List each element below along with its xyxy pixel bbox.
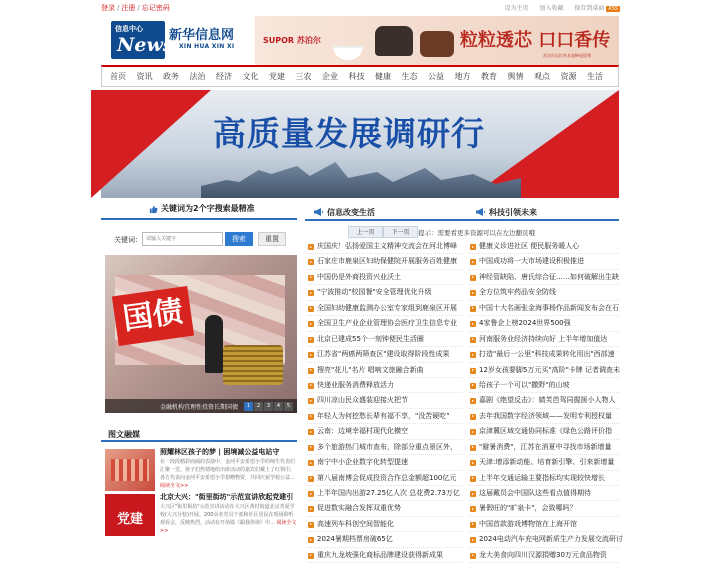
bullet-arrow-icon <box>308 476 314 482</box>
bullet-arrow-icon <box>470 445 476 451</box>
list-item-title[interactable]: 神经管缺陷、唐氏综合征……如何破解出生缺 <box>479 272 619 281</box>
list-item-title[interactable]: 打造"最后一公里"科技成果转化用出"西部速 <box>479 350 615 359</box>
list-item-title[interactable]: 龙大美食向四川汉源捐赠30万元食品物资 <box>479 550 607 559</box>
list-item[interactable] <box>307 270 462 285</box>
bullet-arrow-icon <box>470 275 476 281</box>
search-section-title: 关键词为2个字搜索最精准 <box>161 204 255 213</box>
coin-stacks <box>223 345 283 385</box>
set-home-link[interactable]: 设为主页 <box>504 5 529 12</box>
bullet-arrow-icon <box>308 337 314 343</box>
bullet-arrow-icon <box>470 306 476 312</box>
banner-title: 高质量发展调研行 <box>213 114 485 153</box>
list-item[interactable] <box>307 316 462 331</box>
bullet-arrow-icon <box>308 398 314 404</box>
list-item[interactable] <box>307 409 462 424</box>
nav-item[interactable]: 教育 <box>481 72 497 81</box>
bullet-arrow-icon <box>470 383 476 389</box>
bullet-arrow-icon <box>470 259 476 265</box>
bullet-arrow-icon <box>470 290 476 296</box>
list-item-title[interactable]: 去年我国数字经济领域——发明专利授权量 <box>479 411 612 420</box>
list-item[interactable] <box>307 455 462 470</box>
list-item[interactable] <box>469 270 619 285</box>
list-item[interactable] <box>469 285 619 300</box>
list-item-title[interactable]: 12岁女孩要脚5万元买"高阶"卡牌 记者调查未 <box>479 365 621 374</box>
nav-item[interactable]: 科技 <box>348 72 365 81</box>
bullet-arrow-icon <box>308 321 314 327</box>
bullet-arrow-icon <box>308 290 314 296</box>
list-item[interactable] <box>307 486 462 501</box>
list-item[interactable] <box>307 301 462 316</box>
search-section-header <box>101 200 297 220</box>
register-link[interactable]: 注册 <box>121 4 136 12</box>
list-item[interactable] <box>307 393 462 408</box>
bullet-arrow-icon <box>470 398 476 404</box>
nav-item[interactable]: 法治 <box>189 72 206 81</box>
search-button[interactable]: 搜索 <box>225 232 253 246</box>
reset-button[interactable]: 重置 <box>258 232 286 246</box>
list-pager <box>305 224 619 240</box>
media-item-desc-text: 在一段段精彩而闹的表演中，金河平安希望小学的师生代表们汇聚一堂，孩子们热情地给出席活动的嘉宾们戴上了红领巾，各方代表向金河平安希望小学捐赠物资，共同庆祝学校公益... <box>160 459 296 481</box>
bullet-arrow-icon <box>308 368 314 374</box>
media-section-header <box>101 427 297 442</box>
bullet-arrow-icon <box>470 460 476 466</box>
bullet-arrow-icon <box>470 414 476 420</box>
life-news-list <box>307 239 462 563</box>
list-item[interactable] <box>307 254 462 269</box>
bullet-arrow-icon <box>308 445 314 451</box>
media-item[interactable] <box>105 447 297 495</box>
list-item[interactable] <box>307 517 462 532</box>
rice-cooker-image <box>375 26 413 56</box>
list-item[interactable] <box>469 532 623 547</box>
list-item[interactable] <box>469 424 619 439</box>
keyword-label: 关键词： <box>114 236 142 244</box>
login-link[interactable]: 登录 <box>101 4 115 12</box>
bullet-arrow-icon <box>470 522 476 528</box>
list-item[interactable] <box>469 455 619 470</box>
list-item-title[interactable]: 中国成功将一大市场建设积极推进 <box>479 257 584 266</box>
list-item[interactable] <box>469 501 619 516</box>
read-more-link[interactable]: 阅读全文>> <box>160 520 297 534</box>
list-item-title[interactable]: 中国仍是外商投资兴业沃土 <box>317 272 401 281</box>
list-item[interactable] <box>469 378 619 393</box>
list-item-title[interactable]: 年轻人为何挖愁长辈有福不享，"没苦硬吃" <box>317 411 450 420</box>
list-item-title[interactable]: 给孩子一个可以"撒野"的山坡 <box>479 380 570 389</box>
list-item[interactable] <box>469 316 619 331</box>
bullet-arrow-icon <box>308 506 314 512</box>
list-item[interactable] <box>307 347 462 362</box>
nav-item[interactable]: 三农 <box>295 72 312 81</box>
list-item-title[interactable]: 这届戴员会中国队这些看点值得期待 <box>479 489 591 497</box>
list-item[interactable] <box>307 501 462 516</box>
list-item-title[interactable]: 搜亮"花儿"名片 唱响文旅融合新曲 <box>317 365 424 374</box>
list-item-title[interactable]: 南宁中小企业数字化转型提速 <box>317 458 408 467</box>
hero-banner[interactable] <box>101 90 619 198</box>
businessman-figure <box>205 315 223 373</box>
bullet-arrow-icon <box>308 244 314 250</box>
site-name: 新华信息网 <box>169 28 235 43</box>
list-item-title[interactable]: 第八届南博会促成投资合作总金额超100亿元 <box>317 473 457 482</box>
logo-big-text: News <box>117 34 174 56</box>
media-item-title[interactable]: 照耀林区孩子的梦 | 困境减公益电站守 <box>160 448 280 456</box>
media-item-desc-text: 大兴区"街里街坊"示范宣讲活动在大兴区黄村街道北京青夏学校(大兴分校)开展。200余名党员干部和社区居民在现场聆听观看会，反映热烈。活动在开场篇《跟我你读》中... <box>160 504 295 526</box>
forgot-password-link[interactable]: 忘记密码 <box>141 4 170 12</box>
nav-item[interactable]: 资讯 <box>136 72 153 81</box>
slideshow-pager <box>243 402 293 411</box>
media-item-desc <box>160 458 297 490</box>
list-item-title[interactable]: 快递业服务消费释放活力 <box>317 380 394 389</box>
list-item-title[interactable]: 全国妇幼健康监测办公室专家组到鹿泉区开展 <box>317 303 457 312</box>
list-item-title[interactable]: 全国卫生产业企业管理协会医疗卫生信息专业 <box>317 319 457 328</box>
save-desktop-link[interactable]: 保存到桌面 <box>574 5 605 12</box>
bullet-arrow-icon <box>470 553 476 559</box>
nav-item[interactable]: 企业 <box>322 72 338 81</box>
list-item-title[interactable]: 高速列车科创空间智能化 <box>317 519 394 528</box>
nav-item[interactable]: 生活 <box>587 72 603 81</box>
pager-tip: 提示：需要看更多资源可以在左边翻页哦 <box>418 229 535 237</box>
site-pinyin: XIN HUA XIN XI <box>179 43 235 50</box>
thumbs-up-icon <box>149 205 158 214</box>
nav-item[interactable]: 生态 <box>401 72 418 81</box>
site-tools <box>495 3 620 12</box>
list-item-title[interactable]: 2024暑期档票房破65亿 <box>317 535 393 544</box>
slide-dot[interactable]: 2 <box>254 402 263 411</box>
list-item-title[interactable]: 上半年国内出游27.25亿人次 总花费2.73万亿 <box>317 489 460 497</box>
bullet-arrow-icon <box>470 429 476 435</box>
logo-small-text: 信息中心 <box>115 25 143 33</box>
ad-slogan: 粒粒透芯 口口香传 <box>460 30 611 51</box>
read-more-link[interactable]: 阅读全文>> <box>160 483 189 489</box>
list-item[interactable] <box>469 254 619 269</box>
list-item-title[interactable]: "避暑消费"，江苏在消夏中寻找市场新增量 <box>479 442 612 451</box>
tech-section-header <box>467 203 619 221</box>
nav-item[interactable]: 首页 <box>110 72 126 81</box>
slide-dot[interactable]: 5 <box>284 402 293 411</box>
list-item-title[interactable]: 江苏省"两癌两筛查区"建设取得阶段性成果 <box>317 350 450 359</box>
rice-cooker-image-2 <box>420 31 454 57</box>
list-item[interactable] <box>469 517 619 532</box>
bullet-arrow-icon <box>308 460 314 466</box>
nav-item[interactable]: 资源 <box>560 72 577 81</box>
next-page-button[interactable]: 下一页 <box>383 226 418 238</box>
list-item[interactable] <box>307 239 462 254</box>
list-item-title[interactable]: 重庆九龙坡强化商标品牌建设获得新成果 <box>317 550 443 559</box>
bullet-arrow-icon <box>470 476 476 482</box>
megaphone-icon <box>476 208 486 216</box>
list-item[interactable] <box>469 239 619 254</box>
nav-item[interactable]: 政务 <box>163 72 179 81</box>
account-links <box>101 3 170 13</box>
bullet-arrow-icon <box>308 259 314 265</box>
list-item-title[interactable]: 4家鲁企上榜2024世界500强 <box>479 319 571 328</box>
banner-red-shape-left <box>91 90 211 198</box>
media-item-title[interactable]: 北京大兴："街里街坊"示范宣讲欣起党建引 <box>160 493 294 501</box>
list-item[interactable] <box>469 347 619 362</box>
media-item-desc <box>160 503 297 535</box>
featured-photo[interactable] <box>105 255 297 413</box>
list-item-title[interactable]: "宁波推动"校园餐"安全管理优化升级 <box>317 288 432 297</box>
list-item[interactable] <box>469 393 619 408</box>
list-item[interactable] <box>469 440 619 455</box>
nav-item[interactable]: 健康 <box>375 72 391 81</box>
bullet-arrow-icon <box>308 383 314 389</box>
bullet-arrow-icon <box>470 352 476 358</box>
list-item-title[interactable]: 河南服务业经济持续向好 上半年增加值达 <box>479 334 608 343</box>
slide-dot[interactable]: 4 <box>274 402 283 411</box>
list-item[interactable] <box>307 378 462 393</box>
bullet-arrow-icon <box>308 537 314 543</box>
separator: / <box>137 4 140 12</box>
list-item[interactable] <box>307 285 462 300</box>
keyword-input[interactable] <box>142 232 223 246</box>
list-item-title[interactable]: 上半年交通运输主要指标均实现较快增长 <box>479 473 605 482</box>
list-item-title[interactable]: 云南：边境幸福村现代化横空 <box>317 427 408 436</box>
list-item-title[interactable]: 促进数实融合发挥双重优势 <box>317 504 401 513</box>
list-item-title[interactable]: 暑假旺的"旷泉卡"，会致哪吗？ <box>479 504 577 513</box>
list-item[interactable] <box>469 548 619 563</box>
bullet-arrow-icon <box>308 414 314 420</box>
list-item[interactable] <box>469 301 619 316</box>
add-favorite-link[interactable]: 加入收藏 <box>539 5 564 12</box>
bullet-arrow-icon <box>470 244 476 250</box>
nav-item[interactable]: 文化 <box>242 72 259 81</box>
news-logo-mark <box>111 21 174 59</box>
list-item[interactable] <box>307 424 462 439</box>
banner-red-shape-right <box>469 90 619 198</box>
bullet-arrow-icon <box>308 352 314 358</box>
list-item-title[interactable]: 中国十大名画张金海事杨作品新闻发布会在石 <box>479 303 619 312</box>
list-item[interactable] <box>307 471 462 486</box>
ad-brand: SUPOR 苏泊尔 <box>263 36 321 45</box>
list-item[interactable] <box>469 471 619 486</box>
list-item-title[interactable]: 石家庄市鹿泉区妇幼保健院开展服务百姓健康 <box>317 257 457 266</box>
nav-item[interactable]: 舆情 <box>507 72 524 81</box>
nav-item[interactable]: 党建 <box>269 72 285 81</box>
list-item-title[interactable]: 2024电动汽车充电网新质生产力发展交流研讨 <box>479 535 623 544</box>
list-item-title[interactable]: 京津冀区域交通协同标准《绿色公路评价指 <box>479 427 612 436</box>
list-item-title[interactable]: 多个旅游热门城市查布，除部分重点景区外， <box>317 442 457 451</box>
rice-bowl-image <box>333 46 363 60</box>
bullet-arrow-icon <box>308 275 314 281</box>
bullet-arrow-icon <box>308 429 314 435</box>
bullet-arrow-icon <box>308 306 314 312</box>
list-item[interactable] <box>307 440 462 455</box>
prev-page-button[interactable]: 上一页 <box>348 226 383 238</box>
separator: / <box>117 4 120 12</box>
ad-small-text: 苏泊尔远红外本釜IH电饭煲 <box>543 53 592 58</box>
media-thumbnail-party: 党建 <box>105 494 155 536</box>
list-item[interactable] <box>307 332 462 347</box>
slide-dot[interactable]: 3 <box>264 402 273 411</box>
rss-icon[interactable]: RSS <box>608 6 618 12</box>
bullet-arrow-icon <box>308 522 314 528</box>
bullet-arrow-icon <box>470 368 476 374</box>
top-bar <box>0 0 720 14</box>
nav-item[interactable]: 观点 <box>534 72 550 81</box>
list-item[interactable] <box>469 486 619 501</box>
list-item[interactable] <box>307 548 462 563</box>
nav-item[interactable]: 公益 <box>428 72 444 81</box>
list-item[interactable] <box>469 332 619 347</box>
list-item-title[interactable]: 全方位筑牢药品安全防线 <box>479 288 556 297</box>
life-section-header <box>305 203 467 221</box>
search-bar <box>101 230 297 250</box>
list-item-title[interactable]: 健康义诊进社区 便民服务暖人心 <box>479 242 580 250</box>
slide-dot[interactable]: 1 <box>244 402 253 411</box>
tech-section-title: 科技引领未来 <box>489 208 537 217</box>
list-item-title[interactable]: 中国首款游戏博物馆在上海开馆 <box>479 519 577 528</box>
ad-banner-supor[interactable] <box>255 16 619 65</box>
list-item[interactable] <box>469 409 619 424</box>
megaphone-icon <box>314 208 324 216</box>
bullet-arrow-icon <box>470 537 476 543</box>
bond-stamp: 国债 <box>112 286 194 346</box>
bullet-arrow-icon <box>308 553 314 559</box>
list-item-title[interactable]: 天津:增添新动能、培育新引擎、引来新增量 <box>479 458 615 467</box>
nav-item[interactable]: 地方 <box>454 72 471 81</box>
media-thumbnail <box>105 449 155 491</box>
site-logo[interactable] <box>111 21 256 59</box>
list-item-title[interactable]: 庆国庆！弘扬爱国主义精神交流会在河北博峰 <box>317 242 457 250</box>
bullet-arrow-icon <box>470 491 476 497</box>
list-item-title[interactable]: 嘉剧《绝望反击》：婧芙芭驾同握援小人物人 <box>479 396 616 405</box>
list-item[interactable] <box>307 363 462 378</box>
nav-item[interactable]: 经济 <box>216 72 232 81</box>
list-item[interactable] <box>469 363 619 378</box>
photo-caption: 金融机构宜理性投资长期国债 <box>160 404 239 411</box>
bullet-arrow-icon <box>470 321 476 327</box>
tech-news-list <box>469 239 623 563</box>
bullet-arrow-icon <box>308 491 314 497</box>
list-item-title[interactable]: 四川凉山民众盛装迎接火把节 <box>317 396 408 405</box>
media-section-title: 图文融媒 <box>108 430 140 439</box>
bullet-arrow-icon <box>470 506 476 512</box>
bullet-arrow-icon <box>470 337 476 343</box>
list-item-title[interactable]: 北京已建成55个一刻钟便民生活圈 <box>317 334 424 343</box>
main-nav <box>101 65 619 87</box>
media-item[interactable] <box>105 492 297 540</box>
list-item[interactable] <box>307 532 462 547</box>
life-section-title: 信息改变生活 <box>327 208 375 217</box>
